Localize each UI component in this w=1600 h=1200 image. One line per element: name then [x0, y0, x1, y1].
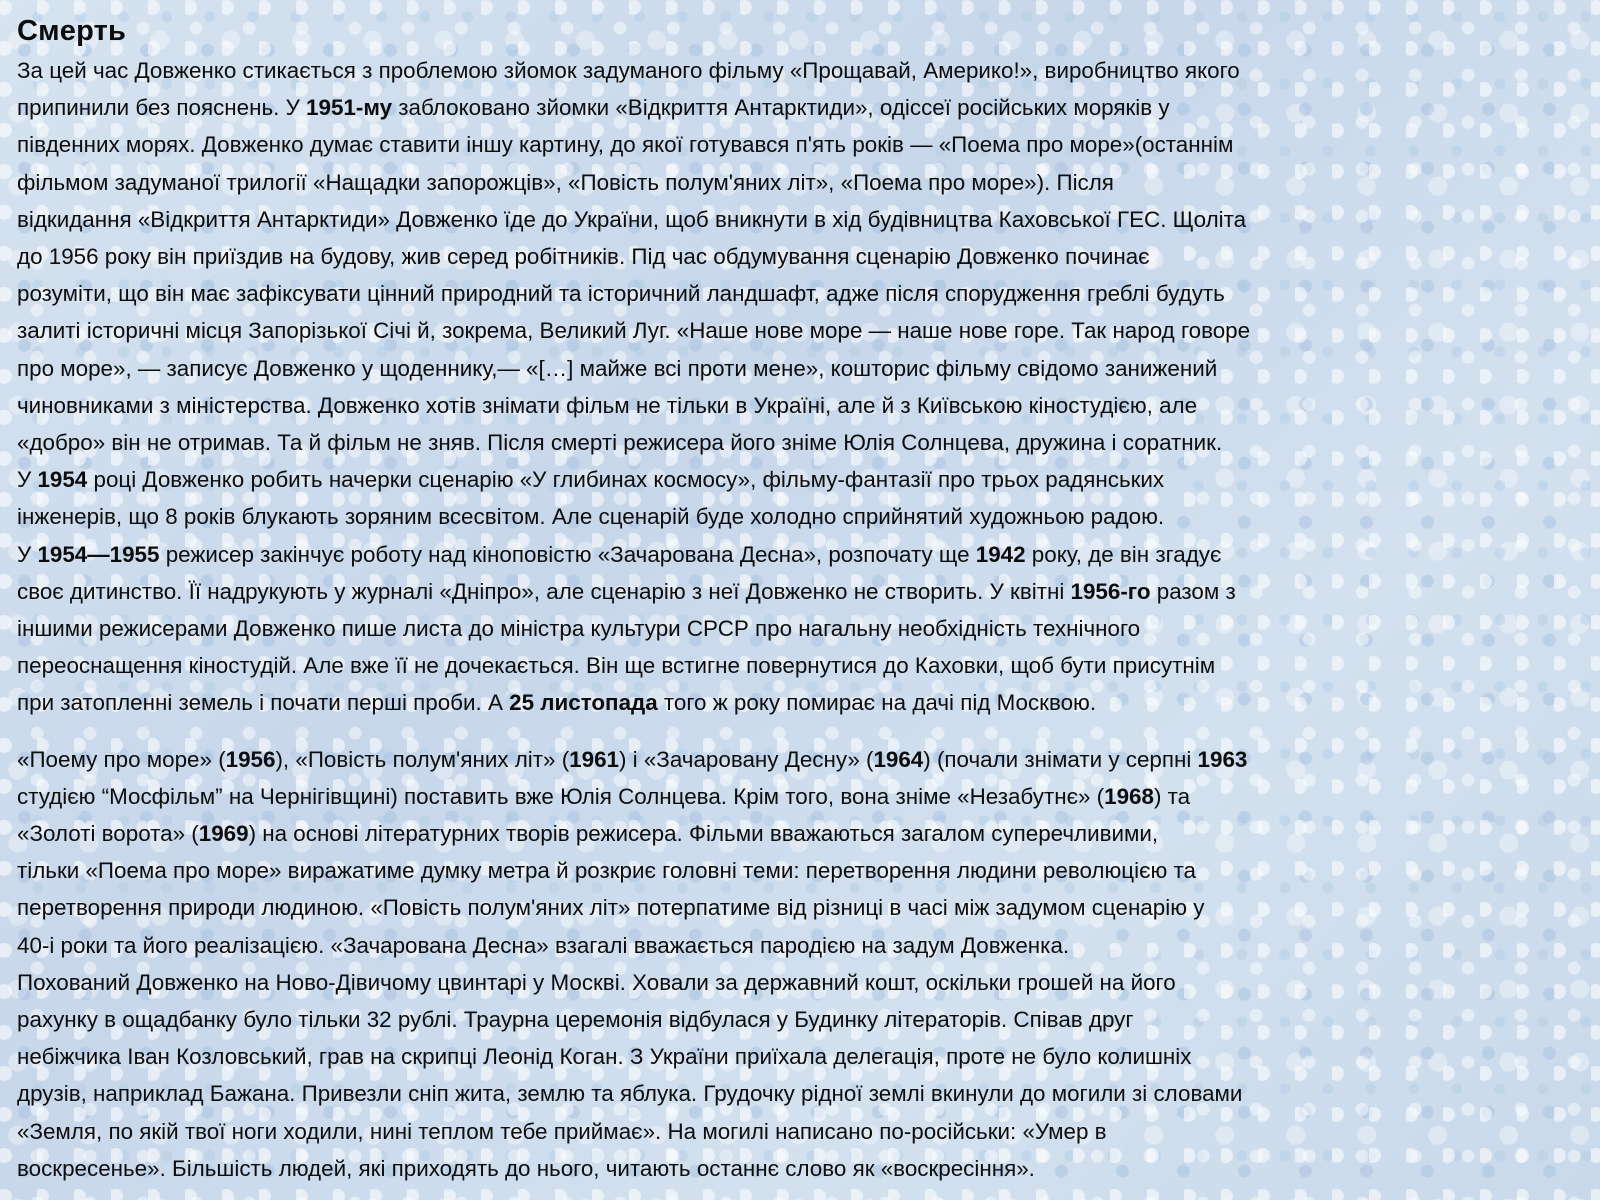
- text-line: [17, 201, 1587, 238]
- text-run: «добро» він не отримав. Та й фільм не зняв. Після смерті режисера його зніме Юлія Солнцева, дружина і соратник.: [17, 430, 1223, 456]
- text-run: до 1956 року він приїздив на будову, жив серед робітників. Під час обдумування сценарію Довженко починає: [17, 244, 1150, 270]
- text-line: [17, 1001, 1587, 1038]
- text-run: 40-і роки та його реалізацією. «Зачарована Десна» взагалі вважається пародією на задум Довженка.: [17, 932, 1070, 958]
- bold-date: 1961: [569, 746, 619, 772]
- bold-date: 1942: [975, 541, 1026, 567]
- text-line: [17, 815, 1587, 852]
- bold-date: 1954—1955: [37, 541, 160, 567]
- text-run: переоснащення кіностудій. Але вже її не дочекається. Він ще встигне повернутися до Каховки, щоб бути присутнім: [17, 653, 1216, 679]
- text-line: [17, 126, 1587, 163]
- bold-date: 1954: [37, 467, 88, 493]
- text-run: іншими режисерами Довженко пише листа до міністра культури СРСР про нагальну необхідність технічного: [17, 616, 1141, 642]
- text-line: [17, 387, 1587, 424]
- bold-date: 1956: [225, 746, 276, 772]
- text-line: [17, 889, 1587, 926]
- text-line: [17, 684, 1587, 721]
- text-run: припинили без пояснень. У: [17, 95, 307, 121]
- text-run: своє дитинство. Її надрукують у журналі «Дніпро», але сценарію з неї Довженко не створить. У квітні: [17, 578, 1071, 604]
- paragraph: [17, 741, 1587, 964]
- text-line: [17, 238, 1587, 275]
- text-run: року, де він згадує: [1025, 541, 1222, 567]
- text-run: перетворення природи людиною. «Повість полум'яних літ» потерпатиме від різниці в часі між задумом сценарію у: [17, 895, 1205, 921]
- body-text: [17, 52, 1587, 1187]
- text-run: ) на основі літературних творів режисера. Фільми вважаються загалом суперечливими,: [248, 821, 1159, 847]
- text-run: відкидання «Відкриття Антарктиди» Довженко їде до України, щоб вникнути в хід будівництва Каховської ГЕС. Щоліта: [17, 206, 1247, 232]
- text-run: ) (почали знімати у серпні: [923, 746, 1198, 772]
- text-line: [17, 1038, 1587, 1075]
- text-run: У: [17, 467, 38, 493]
- slide-title: Смерть: [17, 15, 127, 47]
- text-run: разом з: [1150, 578, 1236, 604]
- text-run: воскресенье». Більшість людей, які приходять до нього, читають останнє слово як «воскресіння».: [17, 1155, 1035, 1181]
- paragraph: [17, 536, 1587, 722]
- bold-date: 1968: [1104, 783, 1154, 809]
- bold-date: 25 листопада: [509, 690, 658, 716]
- text-run: заблоковано зйомки «Відкриття Антарктиди», одіссеї російських моряків у: [392, 95, 1170, 121]
- text-run: ) і «Зачаровану Десну» (: [618, 746, 874, 772]
- text-run: «Поему про море» (: [17, 746, 226, 772]
- text-line: [17, 350, 1587, 387]
- text-run: тільки «Поема про море» виражатиме думку метра й розкриє головні теми: перетворення людини революцією та: [17, 858, 1196, 884]
- text-line: [17, 927, 1587, 964]
- text-line: [17, 424, 1587, 461]
- text-run: фільмом задуманої трилогії «Нащадки запорожців», «Повість полум'яних літ», «Поема про море»). Після: [17, 169, 1114, 195]
- text-run: режисер закінчує роботу над кіноповістю «Зачарована Десна», розпочату ще: [159, 541, 976, 567]
- text-run: Похований Довженко на Ново-Дівичому цвинтарі у Москві. Ховали за державний кошт, оскільки грошей на його: [17, 969, 1176, 995]
- text-line: [17, 52, 1587, 89]
- text-line: [17, 852, 1587, 889]
- text-line: [17, 1113, 1587, 1150]
- text-line: [17, 573, 1587, 610]
- text-line: [17, 610, 1587, 647]
- text-run: розуміти, що він має зафіксувати цінний природний та історичний ландшафт, адже після спорудження греблі будуть: [17, 281, 1225, 307]
- text-run: рахунку в ощадбанку було тільки 32 рублі. Траурна церемонія відбулася у Будинку літераторів. Співав друг: [17, 1007, 1134, 1033]
- text-line: [17, 1150, 1587, 1187]
- slide-content: [17, 10, 1587, 1187]
- text-run: чиновниками з міністерства. Довженко хотів знімати фільм не тільки в Україні, але й з Київською кіностудією, але: [17, 392, 1198, 418]
- text-run: інженерів, що 8 років блукають зоряним всесвітом. Але сценарій буде холодно сприйнятий художньою радою.: [17, 504, 1165, 530]
- text-line: [17, 89, 1587, 126]
- bold-date: 1964: [873, 746, 924, 772]
- text-run: при затопленні земель і почати перші проби. А: [17, 690, 510, 716]
- text-line: [17, 164, 1587, 201]
- text-run: про море», — записує Довженко у щоденнику,— «[…] майже всі проти мене», кошторис фільму свідомо занижений: [17, 355, 1218, 381]
- paragraph: [17, 461, 1587, 535]
- text-run: небіжчика Іван Козловський, грав на скрипці Леонід Коган. З України приїхала делегація, проте не було колишніх: [17, 1044, 1192, 1070]
- bold-date: 1956-го: [1070, 578, 1151, 604]
- text-run: того ж року помирає на дачі під Москвою.: [657, 690, 1097, 716]
- text-line: [17, 964, 1587, 1001]
- paragraph: [17, 964, 1587, 1187]
- text-line: [17, 461, 1587, 498]
- text-run: «Золоті ворота» (: [17, 821, 199, 847]
- text-run: У: [17, 541, 38, 567]
- text-line: [17, 312, 1587, 349]
- text-run: південних морях. Довженко думає ставити іншу картину, до якої готувався п'ять років — «Поема про море»(останнім: [17, 132, 1234, 158]
- bold-date: 1951-му: [306, 95, 393, 121]
- text-run: друзів, наприклад Бажана. Привезли сніп жита, землю та яблука. Грудочку рідної землі вкинули до могили зі словами: [17, 1081, 1243, 1107]
- text-run: «Земля, по якій твої ноги ходили, нині теплом тебе приймає». На могилі написано по-російськи: «Умер в: [17, 1118, 1107, 1144]
- text-run: ) та: [1153, 783, 1191, 809]
- text-run: ), «Повість полум'яних літ» (: [275, 746, 570, 772]
- text-line: [17, 1075, 1587, 1112]
- bold-date: 1963: [1197, 746, 1248, 772]
- paragraph: [17, 52, 1587, 461]
- text-run: За цей час Довженко стикається з проблемою зйомок задуманого фільму «Прощавай, Америко!», виробництво якого: [17, 58, 1240, 83]
- text-line: [17, 536, 1587, 573]
- bold-date: 1969: [198, 821, 249, 847]
- text-line: [17, 647, 1587, 684]
- text-run: залиті історичні місця Запорізької Січі й, зокрема, Великий Луг. «Наше нове море — наше нове горе. Так народ говоре: [17, 318, 1251, 344]
- text-run: році Довженко робить начерки сценарію «У глибинах космосу», фільму-фантазії про трьох радянських: [87, 467, 1165, 493]
- text-line: [17, 778, 1587, 815]
- text-line: [17, 275, 1587, 312]
- text-run: студією “Мосфільм” на Чернігівщині) поставить вже Юлія Солнцева. Крім того, вона зніме «Незабутнє» (: [17, 783, 1105, 809]
- text-line: [17, 741, 1587, 778]
- text-line: [17, 498, 1587, 535]
